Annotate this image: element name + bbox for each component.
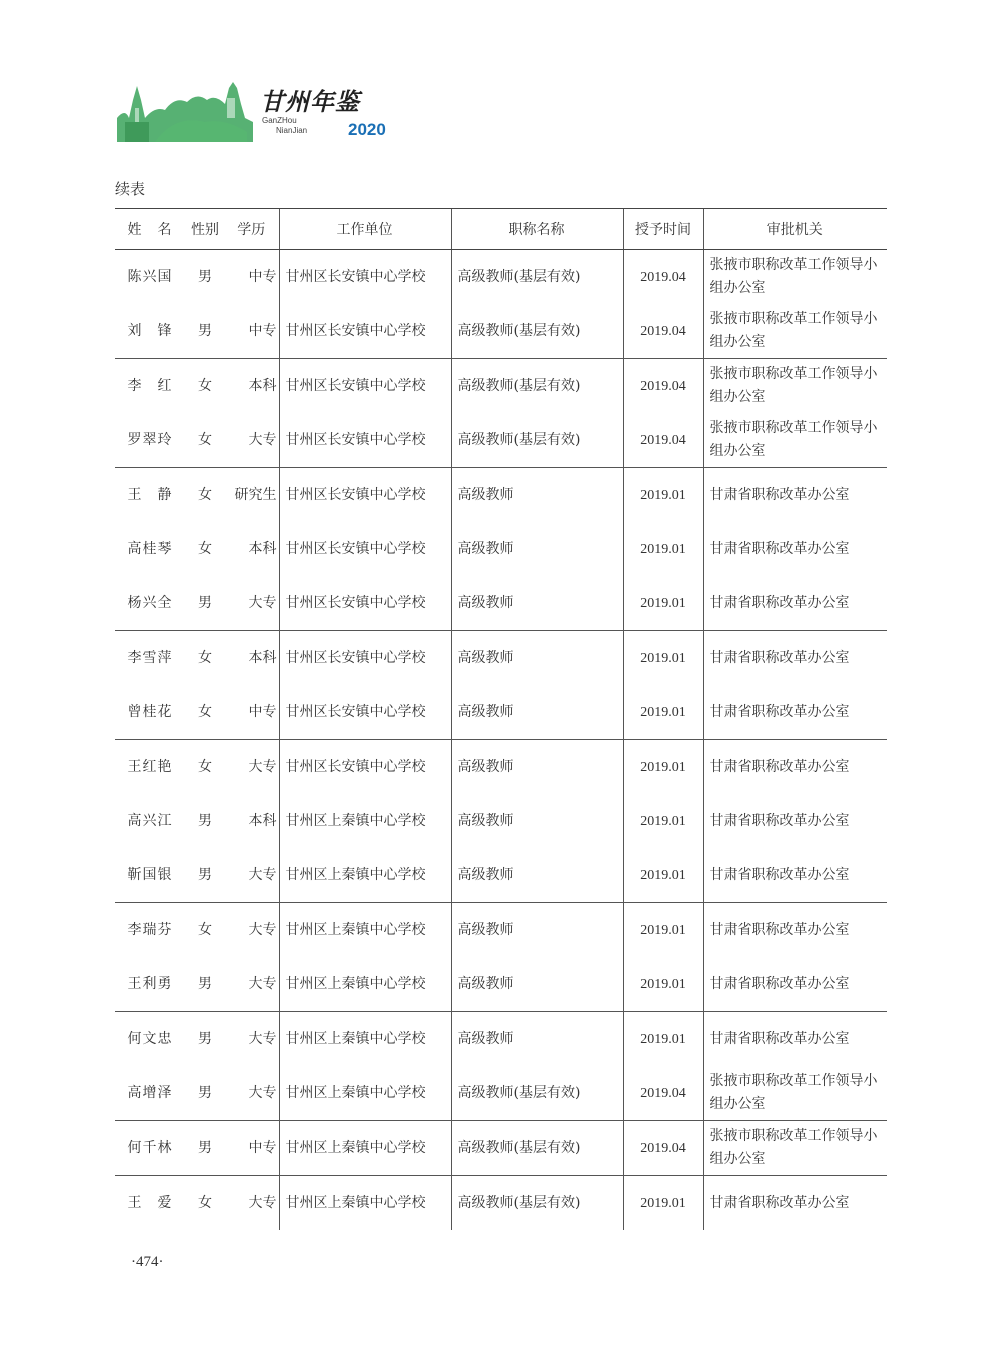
header-title: 职称名称 [451,209,623,250]
cell-org: 甘肃省职称改革办公室 [703,468,887,523]
cell-name: 李瑞芬 [115,903,185,958]
table-row [115,304,887,359]
table-row [115,250,887,305]
cell-unit: 甘州区长安镇中心学校 [279,576,451,631]
cell-sex: 女 [198,703,212,720]
header-sex: 性别 [185,209,225,250]
cell-date: 2019.04 [623,304,703,359]
brand-en-line1: GanZHou [262,116,297,125]
cell-sex: 男 [185,1121,225,1176]
cell-edu: 大专 [225,1012,279,1067]
cell-name: 刘 锋 [127,322,173,339]
table-row [115,957,887,1012]
cell-org: 甘肃省职称改革办公室 [703,848,887,903]
cell-title: 高级教师 [451,903,623,958]
table-body [115,250,887,1231]
cell-date: 2019.01 [623,740,703,795]
table-header-row [115,209,887,250]
cell-org: 张掖市职称改革工作领导小组办公室 [703,1121,887,1176]
cell-edu: 大专 [225,740,279,795]
cell-unit: 甘州区长安镇中心学校 [279,522,451,576]
cell-date: 2019.01 [623,685,703,740]
table-row [115,1176,887,1231]
table-row [115,1012,887,1067]
cell-name: 李 红 [115,359,185,414]
cell-org: 甘肃省职称改革办公室 [703,1012,887,1067]
cell-title: 高级教师 [451,957,623,1012]
cell-unit: 甘州区上秦镇中心学校 [279,903,451,958]
cell-name: 王利勇 [127,975,173,992]
cell-name: 杨兴全 [127,594,173,611]
cell-sex: 男 [198,268,212,285]
header-org: 审批机关 [703,209,887,250]
cell-name: 高增泽 [127,1084,173,1101]
cell-sex: 男 [198,322,212,339]
cell-unit: 甘州区上秦镇中心学校 [279,848,451,903]
cell-unit: 甘州区上秦镇中心学校 [279,957,451,1012]
cell-edu: 大专 [248,431,277,448]
cell-org: 甘肃省职称改革办公室 [703,685,887,740]
cell-edu: 大专 [225,903,279,958]
cell-org: 甘肃省职称改革办公室 [703,1176,887,1231]
cell-name: 高兴江 [127,812,173,829]
brand-subtitle [262,116,307,136]
table-row [115,794,887,848]
cell-date: 2019.01 [623,1176,703,1231]
cell-org: 甘肃省职称改革办公室 [703,576,887,631]
cell-title: 高级教师 [451,740,623,795]
table-row [115,848,887,903]
table-row [115,359,887,414]
personnel-table [115,208,887,1230]
cell-date: 2019.04 [623,359,703,414]
cell-date: 2019.04 [623,1066,703,1121]
cell-date: 2019.01 [623,957,703,1012]
cell-unit: 甘州区上秦镇中心学校 [279,1012,451,1067]
cell-edu: 本科 [248,812,277,829]
cell-sex: 女 [198,431,212,448]
cell-edu: 中专 [248,268,277,285]
cell-title: 高级教师 [451,848,623,903]
cell-date: 2019.01 [623,903,703,958]
header-edu: 学历 [225,209,279,250]
cell-edu: 大专 [248,975,277,992]
cell-name: 靳国银 [127,866,173,883]
cell-title: 高级教师(基层有效) [451,250,623,305]
cell-sex: 女 [185,631,225,686]
table-row [115,1066,887,1121]
cell-sex: 女 [198,540,212,557]
cell-org: 甘肃省职称改革办公室 [703,740,887,795]
cell-org: 甘肃省职称改革办公室 [703,957,887,1012]
cell-sex: 女 [185,903,225,958]
cell-sex: 女 [185,468,225,523]
cell-unit: 甘州区长安镇中心学校 [279,250,451,305]
cell-unit: 甘州区长安镇中心学校 [279,468,451,523]
brand-year: 2020 [348,120,386,139]
cell-date: 2019.01 [623,468,703,523]
cell-date: 2019.01 [623,1012,703,1067]
cell-edu: 中专 [225,1121,279,1176]
cell-name: 曾桂花 [127,703,173,720]
cell-name: 王 静 [115,468,185,523]
cell-edu: 大专 [248,866,277,883]
cell-name: 王 爱 [115,1176,185,1231]
cell-title: 高级教师 [451,1012,623,1067]
cell-unit: 甘州区上秦镇中心学校 [279,1176,451,1231]
cell-sex: 女 [185,740,225,795]
cell-title: 高级教师 [451,576,623,631]
cell-date: 2019.01 [623,576,703,631]
table-row [115,1121,887,1176]
cell-unit: 甘州区长安镇中心学校 [279,359,451,414]
cell-title: 高级教师 [451,522,623,576]
cell-org: 甘肃省职称改革办公室 [703,631,887,686]
cell-name: 王红艳 [115,740,185,795]
table-row [115,631,887,686]
cell-unit: 甘州区长安镇中心学校 [279,631,451,686]
yearbook-logo-illustration [115,78,255,142]
header-unit: 工作单位 [279,209,451,250]
cell-sex: 男 [198,812,212,829]
cell-unit: 甘州区上秦镇中心学校 [279,1066,451,1121]
cell-org: 张掖市职称改革工作领导小组办公室 [703,413,887,468]
cell-sex: 女 [185,359,225,414]
page-header [115,78,415,144]
cell-date: 2019.01 [623,848,703,903]
continued-table-label: 续表 [115,180,146,198]
brand-en-line2: NianJian [276,126,308,135]
cell-unit: 甘州区长安镇中心学校 [279,740,451,795]
cell-org: 张掖市职称改革工作领导小组办公室 [703,359,887,414]
cell-unit: 甘州区长安镇中心学校 [279,413,451,468]
cell-unit: 甘州区上秦镇中心学校 [279,1121,451,1176]
table-row [115,468,887,523]
cell-title: 高级教师 [451,468,623,523]
cell-sex: 男 [198,594,212,611]
cell-title: 高级教师 [451,685,623,740]
cell-edu: 本科 [225,359,279,414]
cell-edu: 大专 [248,1084,277,1101]
cell-name: 高桂琴 [127,540,173,557]
header-name: 姓 名 [115,209,185,250]
header-date: 授予时间 [623,209,703,250]
cell-edu: 本科 [248,540,277,557]
table-row [115,740,887,795]
cell-title: 高级教师(基层有效) [451,304,623,359]
cell-unit: 甘州区上秦镇中心学校 [279,794,451,848]
cell-edu: 研究生 [225,468,279,523]
cell-title: 高级教师(基层有效) [451,359,623,414]
cell-org: 甘肃省职称改革办公室 [703,794,887,848]
cell-edu: 大专 [248,594,277,611]
cell-title: 高级教师 [451,631,623,686]
cell-sex: 男 [185,1012,225,1067]
cell-sex: 男 [198,975,212,992]
table-row [115,685,887,740]
cell-org: 甘肃省职称改革办公室 [703,522,887,576]
cell-title: 高级教师(基层有效) [451,1176,623,1231]
cell-name: 何千林 [115,1121,185,1176]
cell-sex: 女 [185,1176,225,1231]
cell-date: 2019.01 [623,794,703,848]
cell-org: 张掖市职称改革工作领导小组办公室 [703,1066,887,1121]
cell-sex: 男 [198,866,212,883]
cell-org: 张掖市职称改革工作领导小组办公室 [703,304,887,359]
cell-name: 罗翠玲 [127,431,173,448]
page-number: ·474· [131,1254,164,1270]
cell-edu: 本科 [225,631,279,686]
table-row [115,413,887,468]
cell-edu: 中专 [248,703,277,720]
cell-name: 陈兴国 [127,268,173,285]
cell-name: 何文忠 [115,1012,185,1067]
cell-date: 2019.04 [623,250,703,305]
brand-title: 甘州年鉴 [260,87,360,116]
cell-name: 李雪萍 [115,631,185,686]
cell-title: 高级教师 [451,794,623,848]
cell-title: 高级教师(基层有效) [451,1066,623,1121]
cell-org: 甘肃省职称改革办公室 [703,903,887,958]
cell-date: 2019.04 [623,413,703,468]
cell-sex: 男 [198,1084,212,1101]
cell-title: 高级教师(基层有效) [451,1121,623,1176]
table-row [115,576,887,631]
cell-title: 高级教师(基层有效) [451,413,623,468]
table-row [115,903,887,958]
table-row [115,522,887,576]
cell-date: 2019.01 [623,522,703,576]
cell-unit: 甘州区长安镇中心学校 [279,304,451,359]
cell-date: 2019.01 [623,631,703,686]
cell-edu: 中专 [248,322,277,339]
cell-edu: 大专 [225,1176,279,1231]
cell-unit: 甘州区长安镇中心学校 [279,685,451,740]
cell-date: 2019.04 [623,1121,703,1176]
cell-org: 张掖市职称改革工作领导小组办公室 [703,250,887,305]
